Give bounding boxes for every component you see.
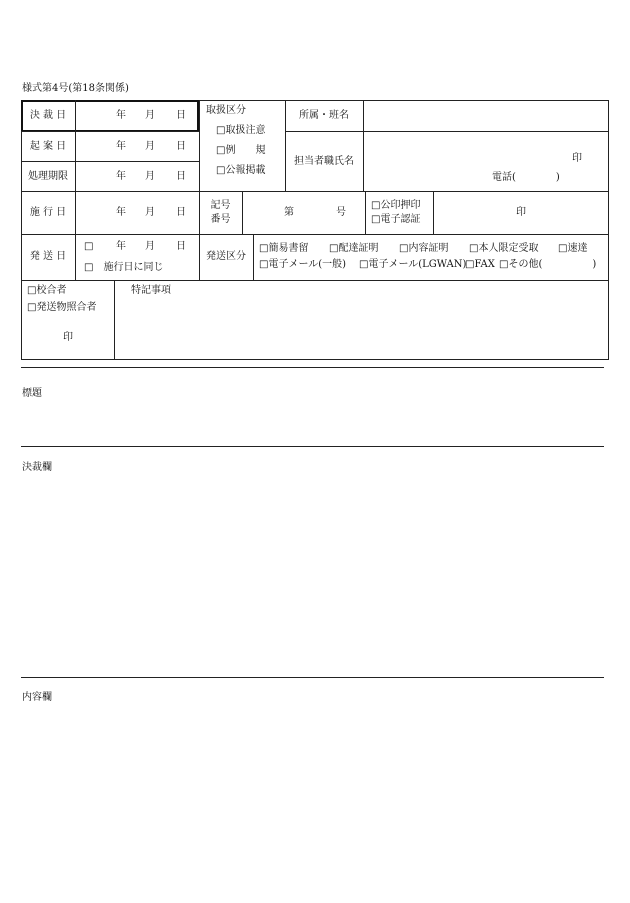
shiko-year: 年: [116, 207, 126, 218]
kian-year: 年: [116, 141, 126, 152]
hasso-label: 発 送 日: [29, 251, 67, 262]
hasso-fax-checkbox[interactable]: □FAX: [465, 259, 495, 270]
koin-onin-checkbox[interactable]: □公印押印: [371, 200, 421, 211]
tokki-label: 特記事項: [131, 285, 171, 296]
shiko-day: 日: [176, 207, 186, 218]
kigo-label: 記号: [210, 200, 231, 211]
hasso-same-as-shiko-checkbox[interactable]: □ 施行日に同じ: [84, 262, 164, 273]
toriatsukai-chuui-checkbox[interactable]: □取扱注意: [216, 125, 266, 136]
shori-month: 月: [145, 171, 155, 182]
tanto-seal: 印: [572, 153, 582, 164]
form-title: 様式第4号(第18条関係): [22, 83, 129, 94]
kian-day: 日: [176, 141, 186, 152]
hasso-month: 月: [145, 241, 155, 252]
kessai-label: 決 裁 日: [29, 110, 67, 121]
shiko-month: 月: [145, 207, 155, 218]
shori-label: 処理期限: [28, 171, 68, 182]
hasso-year: 年: [116, 241, 126, 252]
hasso-naiyou-checkbox[interactable]: □内容証明: [399, 243, 449, 254]
hasso-email-lgwan-checkbox[interactable]: □電子メール(LGWAN): [359, 259, 467, 270]
hasso-sokutatsu-checkbox[interactable]: □速達: [558, 243, 588, 254]
hasso-haitatsu-checkbox[interactable]: □配達証明: [329, 243, 379, 254]
kian-month: 月: [145, 141, 155, 152]
kougou-seal: 印: [63, 332, 73, 343]
toriatsukai-kouhou-checkbox[interactable]: □公報掲載: [216, 165, 266, 176]
kigo-go: 号: [336, 207, 346, 218]
kessai-ran-label: 決裁欄: [22, 462, 52, 473]
kougousha-checkbox[interactable]: □校合者: [27, 285, 67, 296]
toriatsukai-title: 取扱区分: [206, 105, 246, 116]
hasso-sonota-checkbox[interactable]: □その他( ): [499, 259, 597, 270]
hasso-day: 日: [176, 241, 186, 252]
tanto-label: 担当者職氏名: [294, 156, 354, 167]
koin-seal: 印: [516, 207, 526, 218]
koin-denshi-checkbox[interactable]: □電子認証: [371, 214, 421, 225]
bango-label: 番号: [210, 214, 231, 225]
hasso-kubun-label: 発送区分: [206, 251, 246, 262]
shiko-label: 施 行 日: [29, 207, 67, 218]
tanto-phone: 電話( ): [492, 172, 560, 183]
kessai-day: 日: [176, 110, 186, 121]
hassoubutsu-shougousha-checkbox[interactable]: □発送物照合者: [27, 302, 97, 313]
naiyo-ran-label: 内容欄: [22, 692, 52, 703]
hasso-kanikakitome-checkbox[interactable]: □簡易書留: [259, 243, 309, 254]
kessai-month: 月: [145, 110, 155, 121]
form-table: [21, 100, 609, 360]
hasso-honnin-checkbox[interactable]: □本人限定受取: [469, 243, 539, 254]
shori-day: 日: [176, 171, 186, 182]
kessai-year: 年: [116, 110, 126, 121]
hasso-email-ippan-checkbox[interactable]: □電子メール(一般): [259, 259, 347, 270]
shozoku-label: 所属・班名: [299, 110, 349, 121]
shori-year: 年: [116, 171, 126, 182]
hasso-date-checkbox[interactable]: □: [84, 241, 94, 252]
hyodai-label: 標題: [22, 388, 42, 399]
kian-label: 起 案 日: [29, 141, 67, 152]
kigo-dai: 第: [284, 207, 294, 218]
toriatsukai-reiki-checkbox[interactable]: □例 規: [216, 145, 266, 156]
